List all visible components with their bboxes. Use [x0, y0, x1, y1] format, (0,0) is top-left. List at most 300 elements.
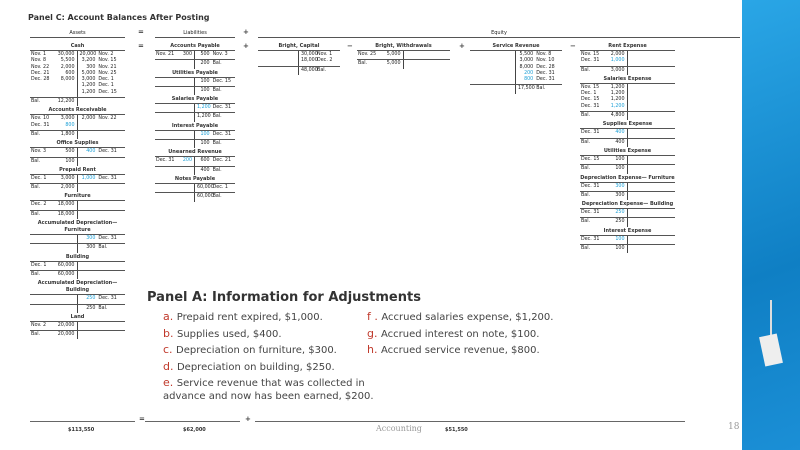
debit-side — [580, 112, 628, 120]
balance-row — [580, 138, 675, 147]
entry-row — [30, 123, 77, 129]
t-account — [30, 140, 125, 166]
panel-a-title: Panel A: Information for Adjustments — [147, 290, 421, 305]
entry-date: Dec. 31 — [581, 130, 600, 136]
entry-amount: 3,000 — [610, 67, 625, 73]
debit-side — [580, 156, 628, 164]
entry-date: Dec. 31 — [536, 70, 555, 76]
expenses-column — [580, 43, 675, 254]
entry-row — [580, 130, 627, 136]
empty-row — [155, 61, 194, 67]
empty-row — [78, 185, 126, 191]
empty-row — [78, 202, 126, 208]
debit-side — [580, 67, 628, 75]
entry-date: Bal. — [358, 61, 368, 67]
equals-sign: = — [139, 415, 145, 423]
t-account — [357, 43, 450, 69]
liabilities-column — [155, 43, 235, 203]
entry-amount: 1,000 — [610, 58, 625, 64]
entry-amount: 17,500 — [518, 86, 535, 92]
entry-date: Dec. 31 — [581, 103, 600, 109]
entry-amount: 12,200 — [57, 99, 75, 105]
item-text: Service revenue that was collected in advance and now has been earned, $200. — [163, 378, 374, 402]
account-title: Furniture — [30, 193, 125, 201]
empty-row — [258, 68, 298, 74]
adjustment-item — [367, 311, 587, 325]
entry-amount: 250 — [86, 296, 96, 302]
entry-amount: 300 — [86, 245, 96, 251]
entry-row — [30, 332, 77, 338]
credit-side — [78, 305, 126, 313]
credit-side — [299, 51, 340, 66]
debit-side — [470, 51, 516, 84]
entry-date: Dec. 31 — [212, 131, 232, 137]
entry-amount: 100 — [615, 236, 625, 242]
empty-row — [155, 105, 194, 111]
t-account — [30, 43, 125, 106]
credit-side — [628, 209, 676, 217]
entry-date: Bal. — [31, 131, 41, 137]
t-account — [580, 76, 675, 120]
credit-side — [78, 158, 126, 166]
adjustment-item — [163, 361, 383, 375]
item-text: Prepaid rent expired, $1,000. — [176, 312, 323, 323]
empty-row — [628, 166, 676, 172]
entry-amount: 100 — [615, 156, 625, 162]
debit-side — [155, 87, 195, 95]
entry-amount: 300 — [615, 192, 625, 198]
entry-row — [580, 58, 627, 64]
debit-side — [30, 98, 78, 106]
entry-row — [299, 68, 340, 74]
entry-date: Nov. 8 — [31, 58, 47, 64]
entry-date: Bal. — [31, 158, 41, 164]
balance-row — [580, 217, 675, 226]
debit-side — [580, 209, 628, 217]
account-title: Bright, Capital — [258, 43, 340, 51]
entry-amount: 1,200 — [610, 84, 625, 90]
t-account — [470, 43, 562, 94]
credit-side — [195, 140, 235, 148]
entry-date: Dec. 31 — [98, 149, 117, 155]
empty-row — [155, 194, 194, 200]
entry-row — [78, 116, 126, 122]
item-letter: a. — [163, 310, 177, 323]
entry-amount: 5,500 — [519, 52, 534, 57]
entry-date: Nov. 3 — [212, 52, 228, 57]
assets-total: $113,550 — [68, 427, 95, 433]
entry-row — [30, 185, 77, 191]
entry-date: Bal. — [212, 167, 222, 173]
entry-row — [30, 212, 77, 218]
minus-sign: − — [570, 42, 576, 50]
entry-amount: 1,200 — [197, 114, 211, 120]
entry-row — [30, 149, 77, 155]
debit-side — [580, 245, 628, 253]
entry-date: Bal. — [212, 194, 222, 200]
liabilities-header: Liabilities — [155, 30, 235, 38]
entry-amount: 100 — [200, 131, 210, 137]
credit-side — [628, 84, 676, 111]
entry-amount: 100 — [65, 158, 75, 164]
entry-amount: 2,000 — [60, 185, 75, 191]
entry-row — [580, 237, 627, 243]
entry-date: Dec. 31 — [581, 236, 600, 242]
entry-date: Bal. — [581, 246, 591, 252]
debit-side — [155, 51, 195, 59]
minus-sign: − — [347, 42, 353, 50]
credit-side — [78, 131, 126, 139]
entry-row — [78, 176, 126, 182]
account-title: Office Supplies — [30, 140, 125, 148]
account-title: Utilities Expense — [580, 148, 675, 156]
credit-side — [628, 165, 676, 173]
debit-side — [30, 201, 78, 209]
empty-row — [78, 272, 126, 278]
liabilities-total: $62,000 — [183, 427, 206, 433]
entry-row — [580, 193, 627, 199]
debit-side — [580, 218, 628, 226]
item-letter: d. — [163, 359, 177, 373]
adjustment-item — [163, 311, 383, 325]
entry-amount: 8,000 — [519, 64, 534, 70]
entry-row — [580, 68, 627, 74]
entry-amount: 20,000 — [57, 332, 75, 338]
empty-row — [258, 58, 298, 64]
debit-side — [580, 236, 628, 244]
t-account — [155, 123, 235, 149]
entry-amount: 3,200 — [81, 58, 96, 64]
entry-row — [580, 219, 627, 225]
empty-row — [78, 263, 126, 269]
debit-side — [30, 244, 78, 252]
debit-side — [580, 165, 628, 173]
debit-side — [30, 235, 78, 243]
balance-row — [155, 112, 235, 121]
debit-side — [30, 184, 78, 192]
account-entries — [580, 209, 675, 217]
entry-date: Dec. 1 — [98, 77, 114, 83]
entry-amount: 2,000 — [81, 116, 96, 122]
balance-row — [580, 244, 675, 253]
credit-side — [78, 115, 126, 130]
account-title: Prepaid Rent — [30, 167, 125, 175]
entry-row — [195, 61, 235, 67]
account-entries — [580, 51, 675, 66]
balance-row — [470, 84, 562, 93]
entry-amount: 400 — [86, 149, 96, 155]
entry-amount: 300 — [86, 64, 96, 70]
entry-amount: 18,000 — [57, 211, 75, 217]
empty-row — [470, 86, 515, 92]
account-entries — [155, 51, 235, 59]
assets-header: Assets — [30, 30, 125, 38]
t-account — [580, 175, 675, 201]
debit-side — [30, 131, 78, 139]
debit-side — [155, 104, 195, 112]
item-letter: c. — [163, 343, 177, 356]
credit-side — [628, 112, 676, 120]
entry-date: Dec. 28 — [536, 64, 555, 70]
credit-side — [195, 131, 235, 139]
debit-side — [580, 183, 628, 191]
entry-amount: 60,000 — [57, 271, 75, 277]
account-entries — [30, 51, 125, 97]
entry-amount: 20,000 — [79, 52, 97, 57]
empty-row — [628, 219, 676, 225]
account-entries — [580, 236, 675, 244]
item-letter: g. — [367, 326, 381, 340]
credit-side — [195, 167, 235, 175]
entry-date: Bal. — [581, 113, 591, 119]
credit-side — [516, 85, 562, 93]
entry-amount: 200 — [524, 70, 534, 76]
entry-date: Dec. 2 — [317, 58, 333, 64]
credit-side — [78, 211, 126, 219]
entry-date: Nov. 15 — [581, 52, 600, 57]
credit-side — [78, 51, 126, 97]
entry-amount: 18,000 — [57, 202, 75, 208]
entry-date: Nov. 22 — [98, 116, 117, 122]
empty-row — [30, 236, 77, 242]
withdrawals-column — [357, 43, 450, 70]
credit-side — [195, 157, 235, 165]
entry-row — [580, 104, 627, 110]
credit-side — [195, 104, 235, 112]
credit-side — [78, 295, 126, 303]
entry-date: Dec. 2 — [31, 202, 47, 208]
entry-amount: 3,000 — [519, 58, 534, 64]
entry-date: Bal. — [212, 87, 222, 93]
entry-amount: 5,500 — [60, 58, 75, 64]
total-bracket — [255, 421, 685, 422]
entry-amount: 200 — [182, 158, 192, 164]
empty-row — [78, 159, 126, 165]
entry-amount: 200 — [200, 61, 210, 67]
account-entries — [155, 184, 235, 192]
balance-row — [30, 97, 125, 106]
entry-date: Dec. 15 — [581, 97, 600, 103]
entry-amount: 600 — [200, 158, 210, 164]
balance-row — [30, 210, 125, 219]
debit-side — [580, 129, 628, 137]
credit-side — [78, 201, 126, 209]
entry-amount: 100 — [615, 246, 625, 252]
empty-row — [155, 168, 194, 174]
debit-side — [30, 322, 78, 330]
entry-amount: 30,000 — [301, 52, 318, 57]
total-bracket — [30, 421, 135, 422]
t-account — [30, 220, 125, 253]
entry-row — [195, 114, 235, 120]
item-letter: e. — [163, 376, 177, 389]
debit-side — [155, 131, 195, 139]
entry-amount: 5,000 — [386, 52, 401, 57]
credit-side — [78, 184, 126, 192]
empty-row — [155, 79, 194, 85]
entry-date: Nov. 10 — [31, 116, 50, 122]
entry-date: Nov. 2 — [31, 322, 47, 328]
entry-amount: 100 — [615, 166, 625, 172]
t-account — [30, 107, 125, 139]
entry-row — [78, 236, 126, 242]
debit-side — [155, 113, 195, 121]
entry-amount: 300 — [615, 183, 625, 189]
item-text: Depreciation on building, $250. — [176, 361, 335, 373]
entry-row — [78, 245, 126, 251]
entry-row — [195, 132, 235, 138]
entry-amount: 5,000 — [386, 61, 401, 67]
entry-row — [155, 158, 194, 164]
plus-sign: + — [459, 42, 465, 50]
adjustment-item — [163, 328, 383, 342]
balance-row — [580, 191, 675, 200]
credit-side — [78, 148, 126, 156]
item-text: Accrued salaries expense, $1,200. — [381, 312, 554, 323]
t-account — [30, 193, 125, 219]
credit-side — [78, 262, 126, 270]
entry-date: Nov. 25 — [98, 70, 117, 76]
entry-amount: 300 — [86, 236, 96, 242]
entry-amount: 60,000 — [57, 262, 75, 268]
entry-date: Bal. — [31, 185, 41, 191]
credit-side — [628, 156, 676, 164]
entry-amount: 300 — [182, 52, 192, 57]
debit-side — [30, 148, 78, 156]
credit-side — [628, 245, 676, 253]
entry-row — [580, 157, 627, 163]
credit-side — [78, 331, 126, 339]
credit-side — [78, 98, 126, 106]
entry-row — [195, 194, 235, 200]
catamaran — [759, 333, 783, 366]
sea-photo — [742, 0, 800, 450]
debit-side — [155, 167, 195, 175]
debit-side — [155, 157, 195, 165]
debit-side — [470, 85, 516, 93]
entry-date: Dec. 15 — [98, 89, 117, 95]
entry-date: Dec. 21 — [31, 70, 50, 76]
entry-row — [195, 79, 235, 85]
account-entries — [30, 295, 125, 303]
entry-date: Dec. 31 — [98, 175, 117, 181]
t-account — [580, 43, 675, 75]
entry-row — [30, 132, 77, 138]
empty-row — [78, 123, 126, 129]
account-entries — [580, 183, 675, 191]
balance-row — [357, 59, 450, 68]
entry-amount: 250 — [615, 219, 625, 225]
debit-side — [155, 78, 195, 86]
item-letter: b. — [163, 326, 177, 340]
empty-row — [155, 141, 194, 147]
entry-date: Dec. 21 — [212, 158, 232, 164]
entry-row — [30, 77, 77, 83]
entry-date: Bal. — [212, 141, 222, 147]
t-account — [580, 228, 675, 254]
account-title: Accounts Receivable — [30, 107, 125, 115]
account-title: Interest Payable — [155, 123, 235, 131]
empty-row — [30, 306, 77, 312]
entry-amount: 100 — [200, 78, 210, 84]
empty-row — [470, 77, 515, 83]
entry-date: Dec. 15 — [212, 78, 232, 84]
empty-row — [628, 157, 676, 163]
entry-amount: 3,000 — [60, 116, 75, 122]
account-title: Land — [30, 314, 125, 322]
entry-date: Bal. — [581, 139, 591, 145]
entry-date: Dec. 31 — [31, 122, 50, 128]
account-title: Service Revenue — [470, 43, 562, 51]
account-entries — [155, 157, 235, 165]
account-title: Salaries Payable — [155, 96, 235, 104]
account-title: Notes Payable — [155, 176, 235, 184]
credit-side — [628, 139, 676, 147]
entry-row — [78, 306, 126, 312]
entry-row — [78, 149, 126, 155]
entry-row — [299, 58, 340, 64]
account-title: Interest Expense — [580, 228, 675, 236]
entry-row — [195, 168, 235, 174]
credit-side — [78, 322, 126, 330]
entry-row — [195, 52, 235, 58]
debit-side — [258, 51, 299, 66]
credit-side — [628, 67, 676, 75]
debit-side — [580, 51, 628, 66]
entry-row — [78, 296, 126, 302]
entry-amount: 1,200 — [610, 97, 625, 103]
entry-date: Nov. 2 — [98, 52, 114, 57]
entry-date: Bal. — [98, 245, 108, 251]
empty-row — [30, 90, 77, 96]
entry-date: Dec. 1 — [212, 184, 228, 190]
empty-row — [155, 114, 194, 120]
debit-side — [357, 51, 404, 59]
debit-side — [30, 211, 78, 219]
empty-row — [628, 130, 676, 136]
entry-date: Nov. 15 — [581, 84, 600, 90]
entry-date: Dec. 31 — [212, 105, 232, 111]
empty-row — [155, 132, 194, 138]
empty-row — [155, 88, 194, 94]
entry-date: Nov. 25 — [358, 52, 377, 57]
empty-row — [78, 332, 126, 338]
balance-row — [155, 59, 235, 68]
t-account — [580, 121, 675, 147]
t-account — [30, 280, 125, 313]
credit-side — [78, 271, 126, 279]
empty-row — [78, 323, 126, 329]
entry-date: Dec. 1 — [581, 91, 597, 97]
entry-amount: 400 — [615, 130, 625, 136]
debit-side — [580, 84, 628, 111]
entry-date: Dec. 1 — [31, 175, 47, 181]
entry-row — [580, 210, 627, 216]
entry-amount: 250 — [615, 210, 625, 216]
balance-row — [30, 183, 125, 192]
account-entries — [30, 148, 125, 156]
account-title: Depreciation Expense— Building — [581, 201, 674, 208]
adjustment-item — [367, 328, 587, 342]
t-account — [580, 201, 675, 227]
empty-row — [78, 212, 126, 218]
empty-row — [404, 52, 451, 58]
account-entries — [30, 322, 125, 330]
entry-amount: 1,800 — [60, 131, 75, 137]
empty-row — [628, 246, 676, 252]
item-text: Accrued interest on note, $100. — [380, 328, 540, 340]
account-entries — [580, 129, 675, 137]
